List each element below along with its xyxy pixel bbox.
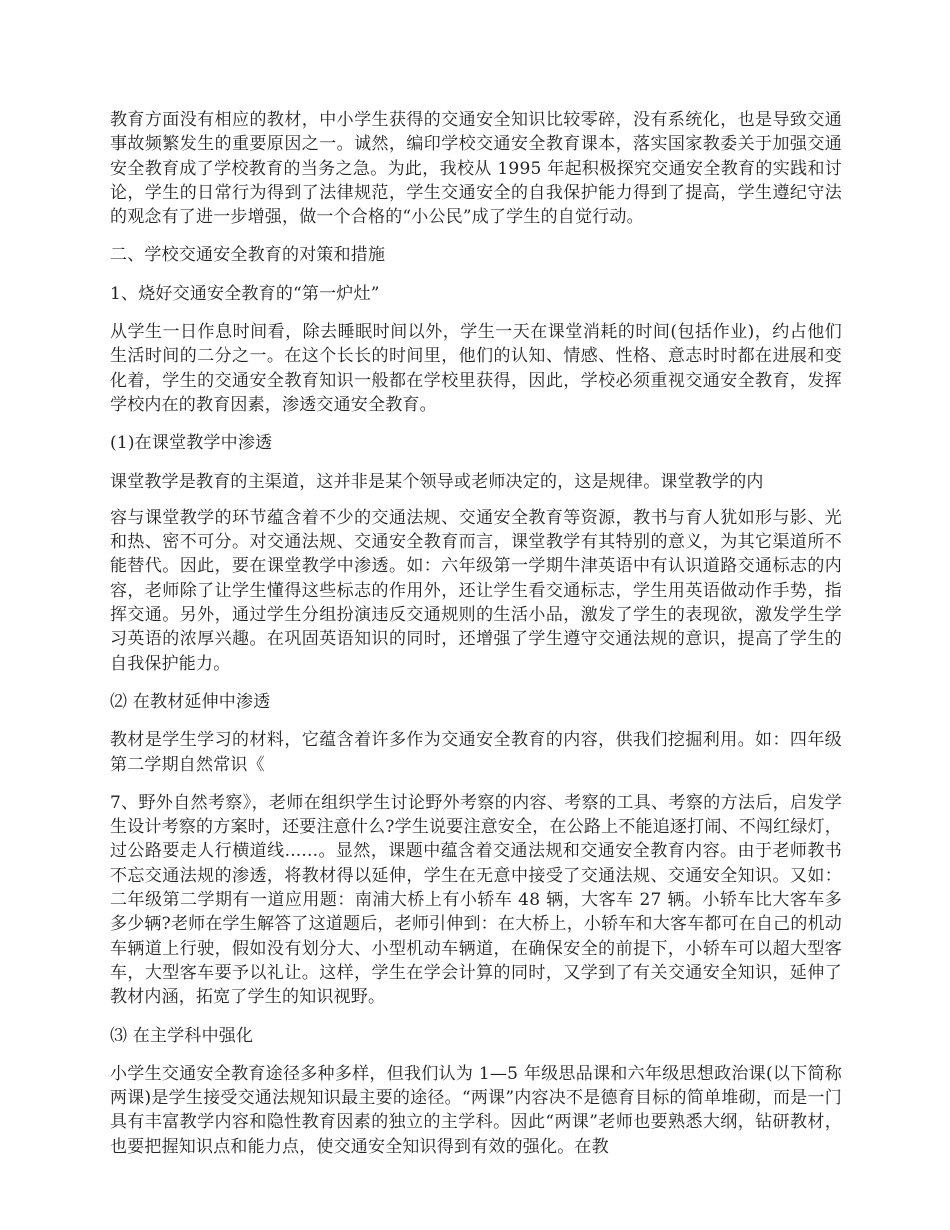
subsection-heading-1: 1、烧好交通安全教育的“第一炉灶”	[110, 283, 380, 304]
body-paragraph-textbook-lead: 教材是学生学习的材料，它蕴含着许多作为交通安全教育的内容，供我们挖掘利用。如：四年级第二学期自然常识《	[110, 730, 842, 775]
document-page	[110, 108, 842, 1173]
body-paragraph-field-study: 7、野外自然考察》，老师在组织学生讨论野外考察的内容、考察的工具、考察的方法后，启发学生设计考察的方案时，还要注意什么?学生说要注意安全，在公路上不能追逐打闹、不闯红绿灯，过公路要走人行横道线......。显然，课题中蕴含着交通法规和交通安全教育内容。由于老师教书不忘交通法规的渗透，将教材得以延伸，学生在无意中接受了交通法规、交通安全知识。又如：二年级第二学期有一道应用题：南浦大桥上有小轿车 48 辆，大客车 27 辆。小轿车比大客车多多少辆?老师在学生解答了这道题后，老师引伸到：在大桥上，小轿车和大客车都可在自己的机动车辆道上行驶，假如没有划分大、小型机动车辆道，在确保安全的前提下，小轿车可以超大型客车，大型客车要予以礼让。这样，学生在学会计算的同时，又学到了有关交通安全知识，延伸了教材内涵，拓宽了学生的知识视野。	[110, 792, 842, 1008]
item-heading-classroom: (1)在课堂教学中渗透	[110, 433, 273, 454]
body-paragraph-schedule: 从学生一日作息时间看，除去睡眠时间以外，学生一天在课堂消耗的时间(包括作业)，约占他们生活时间的二分之一。在这个长长的时间里，他们的认知、情感、性格、意志时时都在进展和变化着，学生的交通安全教育知识一般都在学校里获得，因此，学校必须重视交通安全教育，发挥学校内在的教育因素，渗透交通安全教育。	[110, 322, 842, 415]
item-heading-textbook: ⑵ 在教材延伸中渗透	[110, 691, 271, 712]
body-paragraph-intro: 教育方面没有相应的教材，中小学生获得的交通安全知识比较零碎，没有系统化，也是导致交通事故频繁发生的重要原因之一。诚然，编印学校交通安全教育课本，落实国家教委关于加强交通安全教育成了学校教育的当务之急。为此，我校从 1995 年起积极探究交通安全教育的实践和讨论，学生的日常行为得到了法律规范，学生交通安全的自我保护能力得到了提高，学生遵纪守法的观念有了进一步增强，做一个合格的“小公民”成了学生的自觉行动。	[110, 110, 842, 228]
section-heading-2: 二、学校交通安全教育的对策和措施	[110, 245, 386, 266]
body-paragraph-main-subject: 小学生交通安全教育途径多种多样，但我们认为 1—5 年级思品课和六年级思想政治课(以下简称两课)是学生接受交通法规知识最主要的途径。“两课”内容决不是德育目标的简单堆砌，而是一门具有丰富教学内容和隐性教育因素的独立的主学科。因此“两课”老师也要熟悉大纲，钻研教材，也要把握知识点和能力点，使交通安全知识得到有效的强化。在教	[110, 1063, 842, 1157]
body-paragraph-classroom: 容与课堂教学的环节蕴含着不少的交通法规、交通安全教育等资源，教书与育人犹如形与影、光和热、密不可分。对交通法规、交通安全教育而言，课堂教学有其特别的意义，为其它渠道所不能替代。因此，要在课堂教学中渗透。如：六年级第一学期牛津英语中有认识道路交通标志的内容，老师除了让学生懂得这些标志的作用外，还让学生看交通标志，学生用英语做动作手势，指挥交通。另外，通过学生分组扮演违反交通规则的生活小品，激发了学生的表现欲，激发学生学习英语的浓厚兴趣。在巩固英语知识的同时，还增强了学生遵守交通法规的意识，提高了学生的自我保护能力。	[110, 507, 842, 674]
body-paragraph-classroom-lead: 课堂教学是教育的主渠道，这并非是某个领导或老师决定的，这是规律。课堂教学的内	[110, 471, 764, 492]
item-heading-main-subject: ⑶ 在主学科中强化	[110, 1025, 254, 1046]
